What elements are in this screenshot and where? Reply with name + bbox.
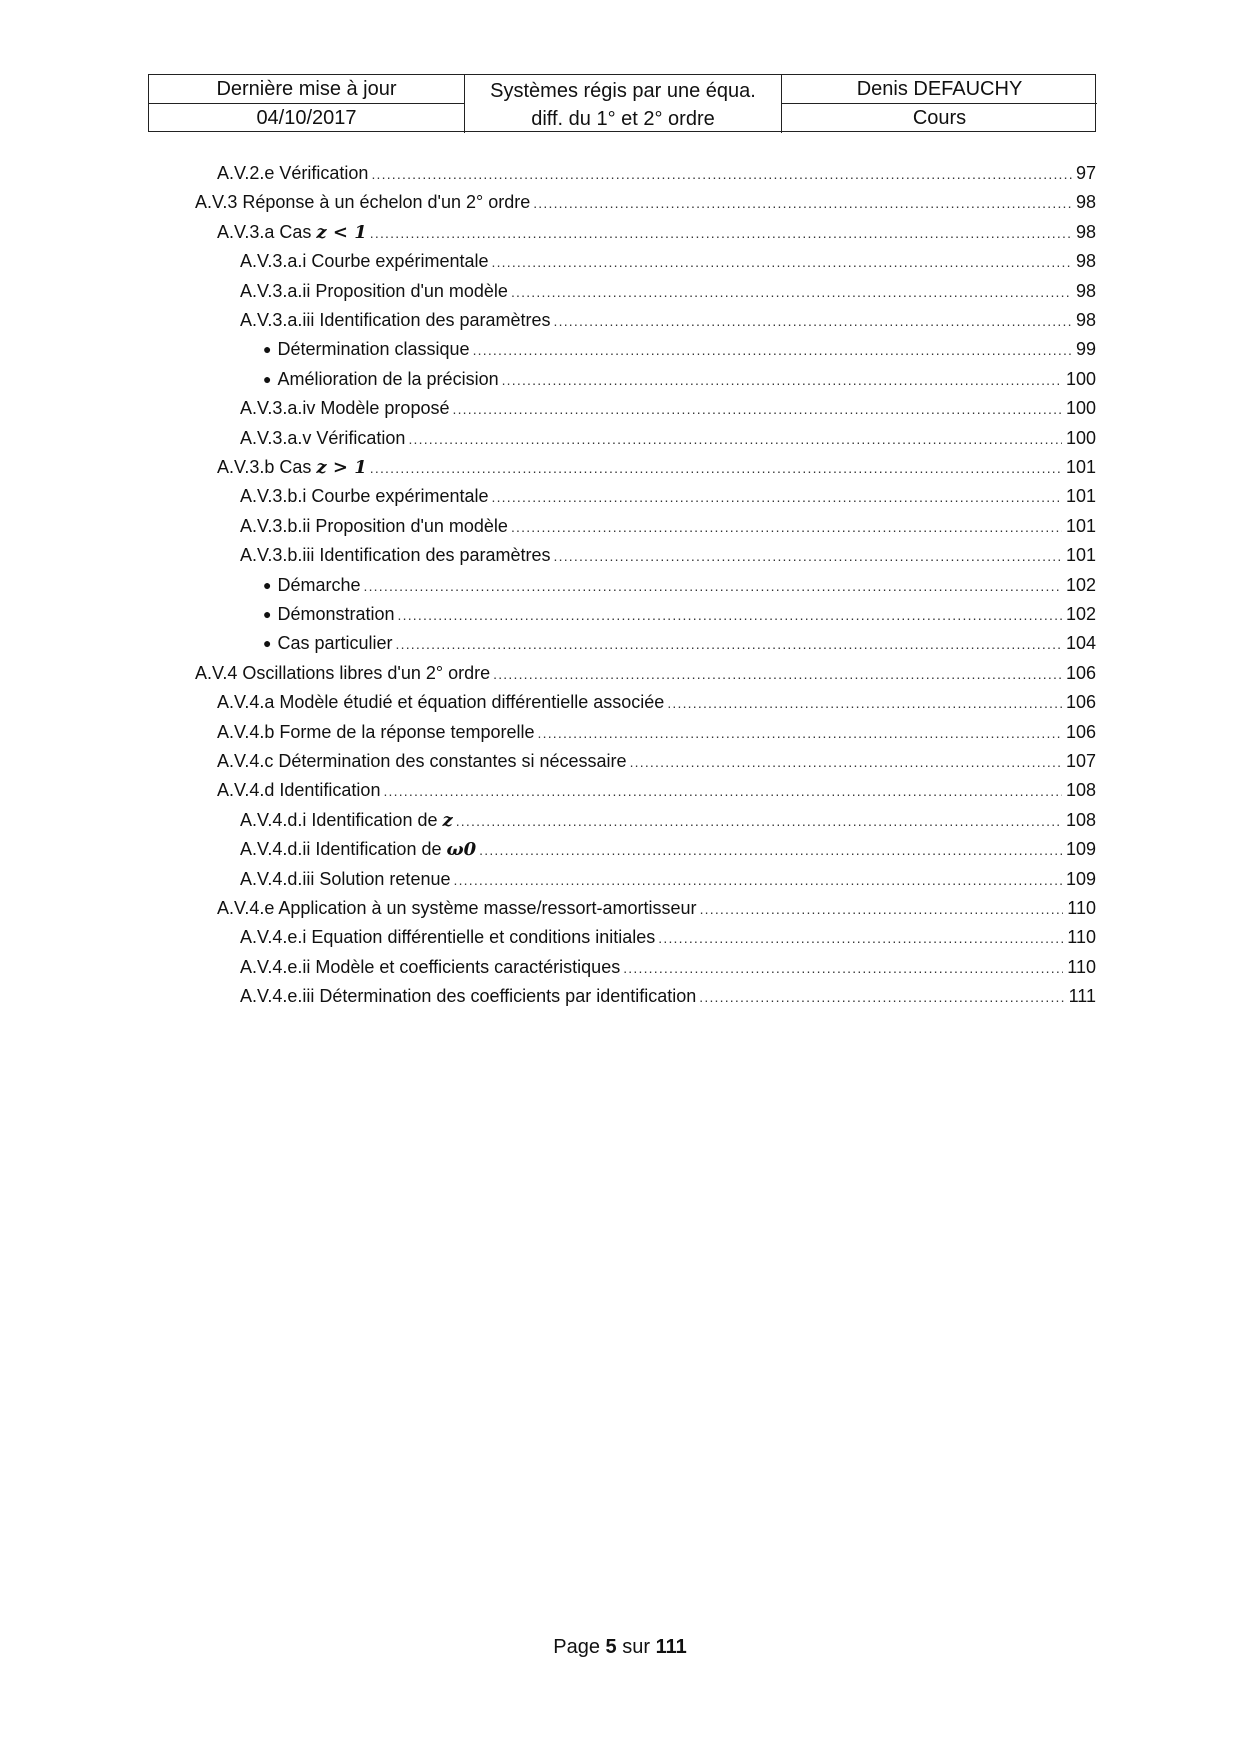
- math-expression: z < 1: [316, 221, 367, 243]
- toc-entry[interactable]: [240, 922, 1096, 952]
- toc-entry-page: 101: [1065, 486, 1096, 507]
- toc-entry-page: 98: [1075, 192, 1096, 213]
- toc-leader-dots: [623, 953, 1063, 983]
- math-expression: ω0: [446, 839, 477, 861]
- toc-entry[interactable]: [195, 187, 1096, 217]
- toc-leader-dots: [491, 247, 1071, 277]
- toc-entry-label: A.V.4.e Application à un système masse/ressort-amortisseur: [217, 898, 697, 918]
- bullet-icon: ●: [263, 370, 272, 387]
- toc-entry-label: [217, 217, 367, 248]
- title-line-2: diff. du 1° et 2° ordre: [531, 107, 715, 130]
- toc-entry-label: [240, 834, 476, 865]
- toc-leader-dots: [493, 659, 1062, 689]
- toc-entry-label: [217, 452, 367, 483]
- toc-entry-text: A.V.3.a Cas: [217, 221, 317, 242]
- toc-entry-page: 108: [1065, 780, 1096, 801]
- toc-entry-label: A.V.2.e Vérification: [217, 163, 369, 183]
- toc-entry-page: 97: [1075, 163, 1096, 183]
- toc-entry[interactable]: [240, 305, 1096, 335]
- toc-entry-page: 106: [1065, 692, 1096, 713]
- doc-type: Cours: [781, 104, 1097, 133]
- toc-entry-page: 109: [1065, 839, 1096, 860]
- toc-entry-label: A.V.4.e.iii Détermination des coefficients par identification: [240, 986, 697, 1007]
- toc-entry-page: 101: [1065, 545, 1096, 566]
- toc-entry-page: 98: [1075, 310, 1096, 330]
- toc-entry-page: 102: [1065, 574, 1096, 595]
- toc-entry-label: A.V.4.d Identification: [217, 780, 381, 801]
- toc-leader-dots: [554, 541, 1062, 571]
- toc-leader-dots: [383, 776, 1062, 806]
- toc-entry-label: A.V.3.a.i Courbe expérimentale: [240, 251, 489, 272]
- toc-entry[interactable]: [240, 805, 1096, 835]
- toc-entry-label: [263, 628, 393, 659]
- toc-leader-dots: [700, 894, 1064, 924]
- toc-leader-dots: [667, 688, 1062, 718]
- toc-entry-page: 101: [1065, 457, 1096, 477]
- math-expression: z > 1: [316, 457, 367, 478]
- toc-entry[interactable]: [240, 834, 1096, 864]
- toc-entry-page: 110: [1067, 927, 1096, 948]
- toc-leader-dots: [502, 365, 1062, 395]
- toc-entry-label: A.V.4.d.iii Solution retenue: [240, 868, 451, 889]
- toc-entry-label: A.V.4.e.ii Modèle et coefficients caractéristiques: [240, 956, 621, 977]
- toc-entry[interactable]: [217, 893, 1096, 923]
- toc-leader-dots: [370, 218, 1072, 248]
- bullet-icon: ●: [263, 635, 272, 652]
- toc-entry-label: A.V.3.a.ii Proposition d'un modèle: [240, 280, 508, 301]
- toc-entry-label: A.V.4.e.i Equation différentielle et conditions initiales: [240, 927, 656, 948]
- toc-entry-text: A.V.4.d.ii Identification de: [240, 839, 447, 860]
- toc-entry-label: A.V.4.c Détermination des constantes si nécessaire: [217, 751, 627, 771]
- toc-entry[interactable]: [217, 687, 1096, 717]
- toc-entry-page: 99: [1075, 339, 1096, 360]
- toc-entry[interactable]: [240, 511, 1096, 541]
- toc-entry-page: 104: [1065, 633, 1096, 654]
- toc-entry-page: 110: [1067, 898, 1096, 918]
- document-title: [465, 75, 781, 133]
- toc-entry[interactable]: [240, 276, 1096, 306]
- toc-entry-text: Détermination classique: [277, 339, 470, 360]
- total-pages: 111: [655, 1636, 687, 1658]
- toc-entry-text: Démarche: [277, 574, 361, 595]
- toc-leader-dots: [699, 982, 1064, 1012]
- toc-leader-dots: [396, 629, 1062, 659]
- toc-entry-label: A.V.3.a.v Vérification: [240, 427, 406, 448]
- toc-entry-label: [263, 570, 361, 601]
- toc-entry-page: 100: [1065, 398, 1096, 419]
- toc-leader-dots: [511, 512, 1062, 542]
- toc-entry-label: A.V.3.a.iv Modèle proposé: [240, 398, 450, 419]
- toc-entry-label: [240, 805, 453, 836]
- toc-entry-label: A.V.3 Réponse à un échelon d'un 2° ordre: [195, 192, 531, 213]
- toc-leader-dots: [370, 453, 1062, 483]
- toc-entry-label: [263, 364, 499, 395]
- toc-leader-dots: [533, 188, 1072, 218]
- toc-entry-page: 98: [1075, 251, 1096, 272]
- header-table: [148, 74, 1096, 132]
- toc-entry[interactable]: [240, 423, 1096, 453]
- toc-entry[interactable]: [240, 481, 1096, 511]
- toc-entry[interactable]: [263, 334, 1096, 364]
- toc-entry[interactable]: [217, 158, 1096, 188]
- current-page-number: 5: [605, 1636, 617, 1658]
- toc-entry-label: A.V.3.b.i Courbe expérimentale: [240, 486, 489, 507]
- toc-entry[interactable]: [240, 246, 1096, 276]
- footer-middle: sur: [622, 1636, 651, 1658]
- math-expression: z: [442, 809, 453, 831]
- bullet-icon: ●: [263, 341, 272, 358]
- toc-entry-label: A.V.3.b.iii Identification des paramètres: [240, 545, 551, 566]
- title-line-1: Systèmes régis par une équa.: [490, 79, 756, 102]
- toc-leader-dots: [398, 600, 1062, 630]
- page-footer: [0, 1636, 1240, 1659]
- toc-entry-label: [263, 599, 395, 630]
- toc-entry-label: A.V.4 Oscillations libres d'un 2° ordre: [195, 662, 491, 683]
- last-update-date: 04/10/2017: [149, 104, 465, 133]
- toc-entry[interactable]: [217, 746, 1096, 776]
- toc-entry[interactable]: [240, 981, 1096, 1011]
- toc-entry[interactable]: [263, 599, 1096, 629]
- toc-entry-page: 106: [1065, 662, 1096, 683]
- bullet-icon: ●: [263, 576, 272, 593]
- toc-entry-label: [263, 334, 470, 365]
- toc-leader-dots: [371, 159, 1072, 189]
- toc-leader-dots: [364, 571, 1062, 601]
- toc-entry-label: A.V.3.a.iii Identification des paramètres: [240, 310, 551, 330]
- toc-entry-text: A.V.4.d.i Identification de: [240, 809, 443, 830]
- toc-leader-dots: [511, 277, 1072, 307]
- toc-leader-dots: [630, 747, 1062, 777]
- toc-entry[interactable]: [217, 217, 1096, 247]
- toc-leader-dots: [538, 718, 1062, 748]
- bullet-icon: ●: [263, 606, 272, 622]
- toc-leader-dots: [479, 835, 1062, 865]
- toc-leader-dots: [491, 482, 1061, 512]
- toc-entry-page: 110: [1067, 956, 1096, 977]
- toc-leader-dots: [554, 306, 1072, 336]
- toc-entry[interactable]: [195, 658, 1096, 688]
- last-update-label: Dernière mise à jour: [149, 75, 465, 104]
- footer-prefix: Page: [553, 1636, 600, 1658]
- toc-entry-page: 106: [1065, 721, 1096, 742]
- toc-leader-dots: [456, 806, 1062, 836]
- toc-leader-dots: [473, 335, 1072, 365]
- toc-entry-page: 100: [1065, 427, 1096, 448]
- toc-entry[interactable]: [217, 717, 1096, 747]
- toc-entry[interactable]: [240, 952, 1096, 982]
- toc-entry-text: A.V.3.b Cas: [217, 457, 317, 477]
- toc-leader-dots: [453, 865, 1061, 895]
- author: Denis DEFAUCHY: [781, 75, 1097, 104]
- toc-entry-page: 101: [1065, 515, 1096, 536]
- toc-leader-dots: [452, 394, 1061, 424]
- toc-entry-text: Cas particulier: [277, 633, 393, 654]
- toc-entry[interactable]: [263, 570, 1096, 600]
- toc-leader-dots: [408, 424, 1062, 454]
- toc-entry[interactable]: [240, 540, 1096, 570]
- toc-entry-text: Amélioration de la précision: [277, 368, 499, 389]
- toc-entry-page: 100: [1065, 368, 1096, 389]
- toc-leader-dots: [658, 923, 1063, 953]
- toc-entry[interactable]: [263, 364, 1096, 394]
- toc-entry-text: Démonstration: [277, 604, 395, 624]
- toc-entry-page: 98: [1075, 280, 1096, 301]
- toc-entry-page: 109: [1065, 868, 1096, 889]
- toc-entry[interactable]: [240, 864, 1096, 894]
- toc-entry-page: 102: [1065, 604, 1096, 624]
- toc-entry[interactable]: [240, 393, 1096, 423]
- toc-entry[interactable]: [217, 452, 1096, 482]
- toc-entry-page: 98: [1075, 221, 1096, 242]
- toc-entry-label: A.V.4.b Forme de la réponse temporelle: [217, 721, 535, 742]
- toc-entry[interactable]: [263, 628, 1096, 658]
- toc-entry-page: 107: [1065, 751, 1096, 771]
- toc-entry-page: 108: [1065, 809, 1096, 830]
- toc-entry-label: A.V.3.b.ii Proposition d'un modèle: [240, 515, 508, 536]
- toc-entry[interactable]: [217, 775, 1096, 805]
- toc-entry-page: 111: [1068, 986, 1096, 1007]
- toc-entry-label: A.V.4.a Modèle étudié et équation différentielle associée: [217, 692, 665, 713]
